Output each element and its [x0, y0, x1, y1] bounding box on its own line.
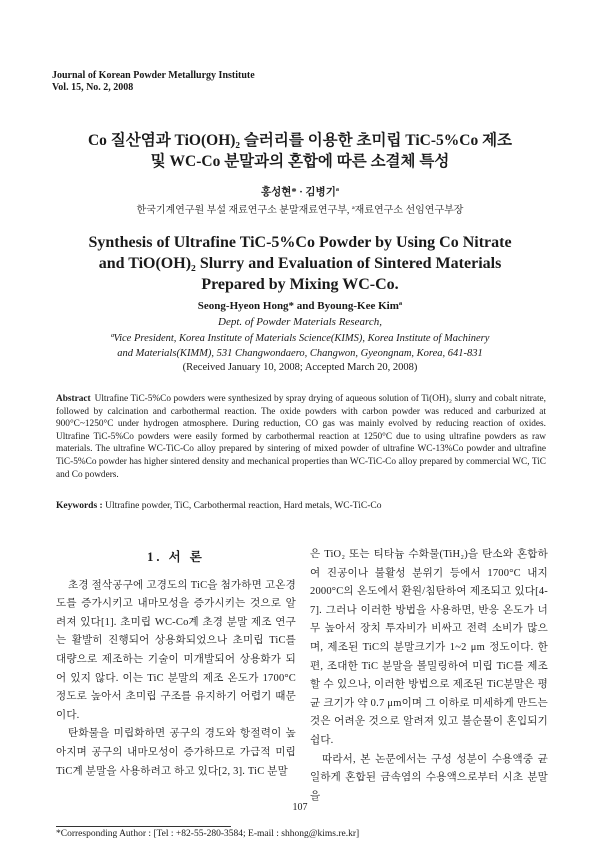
korean-affiliation: 한국기계연구원 부설 재료연구소 분말재료연구부, ª재료연구소 선임연구부장: [136, 205, 464, 216]
body-column-right: [310, 546, 548, 806]
korean-authors: 홍성현* · 김병기ª: [260, 187, 339, 198]
korean-title-line2: 및 WC-Co 분말과의 혼합에 따른 소결체 특성: [150, 153, 450, 170]
received-dates: (Received January 10, 2008; Accepted March 20, 2008): [182, 362, 418, 373]
footnote-divider: [56, 826, 231, 827]
korean-title-line1: Co 질산염과 TiO(OH)₂ 슬러리를 이용한 초미립 TiC-5%Co 제조: [87, 132, 513, 149]
english-title-line3: Prepared by Mixing WC-Co.: [201, 276, 399, 293]
english-title-line2: and TiO(OH)₂ Slurry and Evaluation of Sintered Materials: [98, 255, 502, 272]
english-title: [20, 232, 580, 295]
body-column-left: [56, 548, 296, 781]
keywords-label: Keywords :: [56, 501, 103, 511]
body-paragraph: 따라서, 본 논문에서는 구성 성분이 수용액중 균일하게 혼합된 금속염의 수용액으로부터 시초 분말을: [310, 753, 548, 802]
body-paragraph: 은 TiO₂ 또는 티타늄 수화물(TiH₂)을 탄소와 혼합하여 진공이나 불활성 분위기 등에서 1700°C 내지 2000°C의 온도에서 환원/침탄하여 제조되고 있다[4-7]. 그러나 이러한 방법을 사용하면, 반응 온도가 너무 높아서 장치 투자비가 비싸고 전력 소비가 많으며, 제조된 TiC의 분말크기가 1~2 μm 정도이다. 한편, 조대한 TiC 분말을 볼밀링하여 미립 TiC를 제조할 수 있으나, 이러한 방법으로 제조된 TiC분말은 평균 크기가 약 0.7 μm이며 그 이하로 미세하게 만드는 것은 어려운 것으로 알려져 있고 불순물이 혼입되기 쉽다.: [310, 549, 548, 746]
korean-title: [20, 130, 580, 172]
keywords-text: Ultrafine powder, TiC, Carbothermal reaction, Hard metals, WC-TiC-Co: [105, 501, 382, 511]
journal-volume: Vol. 15, No. 2, 2008: [52, 82, 134, 93]
body-paragraph: 초경 절삭공구에 고경도의 TiC을 첨가하면 고온경도를 증가시키고 내마모성을 증가시키는 것으로 알려져 있다[1]. 초미립 WC-Co계 초경 분말 제조 연구는 활발히 진행되어 상용화되었으나 초미립 TiC를 대량으로 제조하는 기술이 미개발되어 상용화가 되어 있지 않다. 이는 TiC 분말의 제조 온도가 1700°C 정도로 높아서 초미립 구조를 유지하기 어렵기 때문이다.: [56, 579, 296, 721]
english-affiliation-line2: and Materials(KIMM), 531 Changwondaero, Changwon, Gyeongnam, Korea, 641-831: [117, 348, 483, 359]
footnote: *Corresponding Author : [Tel : +82-55-280-3584; E-mail : shhong@kims.re.kr]: [56, 829, 360, 839]
journal-name: Journal of Korean Powder Metallurgy Institute: [52, 70, 255, 81]
english-authors: Seong-Hyeon Hong* and Byoung-Kee Kimª: [197, 300, 403, 312]
english-affiliation: [40, 331, 560, 361]
english-affiliation-line1: ªVice President, Korea Institute of Materials Science(KIMS), Korea Institute of Machinery: [110, 333, 490, 344]
abstract: [56, 393, 546, 481]
journal-header: [52, 70, 255, 94]
keywords: [56, 501, 546, 511]
english-title-line1: Synthesis of Ultrafine TiC-5%Co Powder by Using Co Nitrate: [88, 234, 512, 251]
section-heading: 1. 서 론: [147, 550, 205, 564]
english-department: Dept. of Powder Materials Research,: [218, 316, 382, 328]
body-paragraph: 탄화물을 미립화하면 공구의 경도와 항절력이 높아지며 공구의 내마모성이 증가하므로 가급적 미립 TiC계 분말을 사용하려고 하고 있다[2, 3]. TiC 분말: [56, 728, 296, 777]
abstract-text: Ultrafine TiC-5%Co powders were synthesized by spray drying of aqueous solution of Ti(OH)₂ slurry and cobalt nitrate, followed by calcination and carbothermal reaction. The oxide powders with carbon powder was reduced and carburized at 900°C~1250°C under hydrogen atmosphere. During reduction, CO gas was mainly evolved by reducing reaction of oxides. Ultrafine TiC-5%Co powders were easily formed by carbothermal reaction at 1250°C due to using ultrafine powders as raw materials. The ultrafine WC-TiC-Co alloy prepared by sintering of mixed powder of ultrafine WC-13%Co powder and ultrafine TiC-5%Co powder has higher sintered density and mechanical properties than WC-TiC-Co alloy prepared by commercial WC, TiC and Co powders.: [56, 394, 546, 480]
page-number: 107: [292, 802, 308, 813]
abstract-label: Abstract: [56, 394, 91, 404]
